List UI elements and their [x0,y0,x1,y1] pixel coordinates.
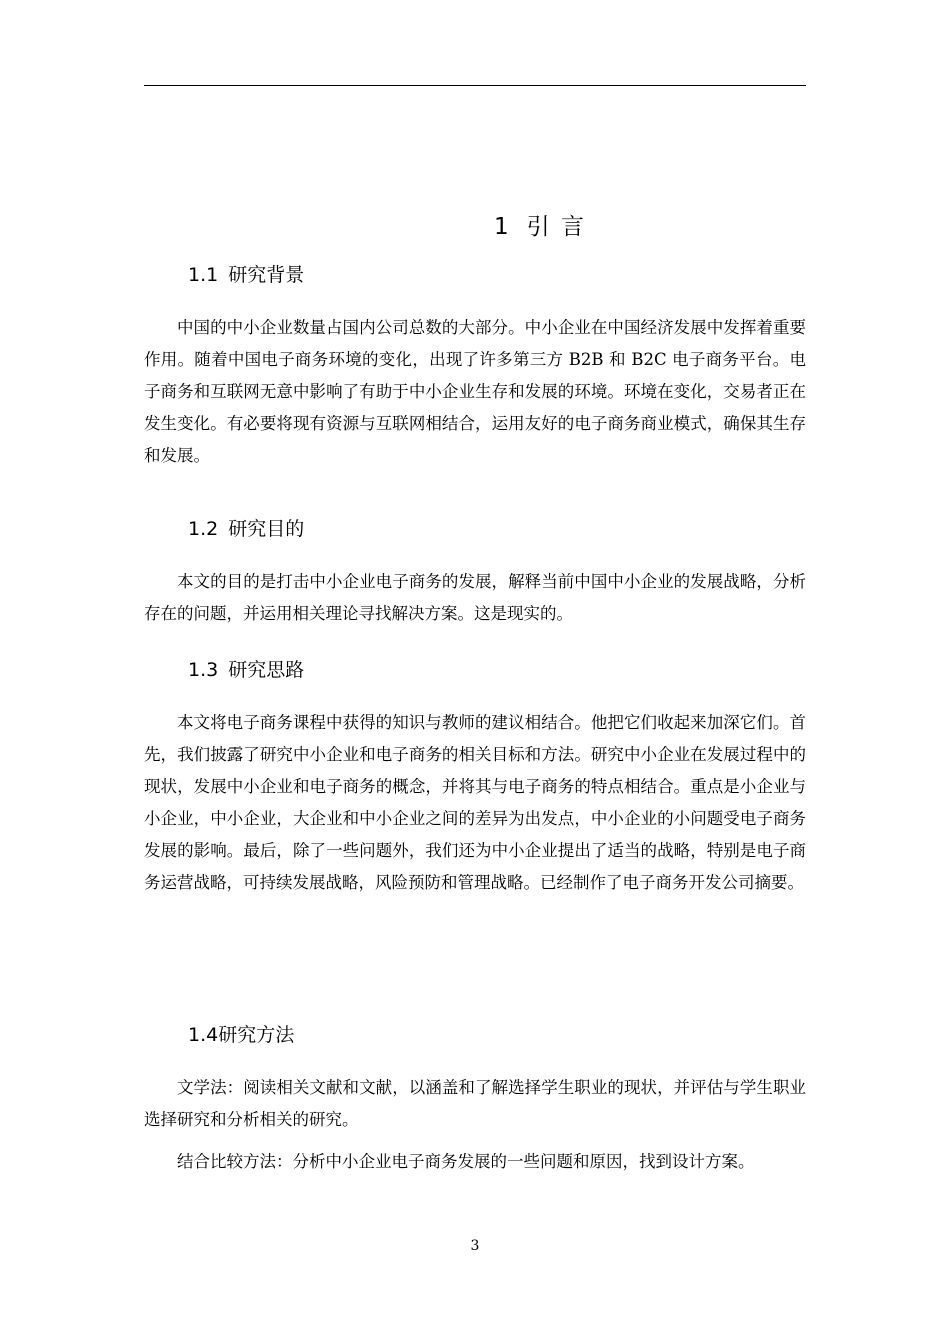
section-heading-1-2 [188,514,304,541]
section-1-4-paragraph-2: 结合比较方法：分析中小企业电子商务发展的一些问题和原因，找到设计方案。 [177,1152,755,1171]
chapter-title [0,208,950,241]
section-heading-1-1 [188,260,304,287]
section-heading-1-4 [188,1020,294,1047]
section-1-3-paragraph: 本文将电子商务课程中获得的知识与教师的建议相结合。他把它们收起来加深它们。首先，我们披露了研究中小企业和电子商务的相关目标和方法。研究中小企业在发展过程中的现状，发展中小企业和电子商务的概念，并将其与电子商务的特点相结合。重点是小企业与小企业，中小企业，大企业和中小企业之间的差异为出发点，中小企业的小问题受电子商务发展的影响。最后，除了一些问题外，我们还为中小企业提出了适当的战略，特别是电子商务运营战略，可持续发展战略，风险预防和管理战略。已经制作了电子商务开发公司摘要。 [144,713,806,892]
section-number: 1.1 [188,264,219,286]
chapter-number: 1 [494,214,511,240]
section-number: 1.2 [188,518,219,540]
page-number: 3 [470,1238,480,1254]
section-title: 研究思路 [228,659,305,681]
section-1-4-paragraph-1: 文学法：阅读相关文献和文献，以涵盖和了解选择学生职业的现状，并评估与学生职业选择研究和分析相关的研究。 [144,1078,806,1129]
section-1-2-paragraph: 本文的目的是打击中小企业电子商务的发展，解释当前中国中小企业的发展战略，分析存在的问题，并运用相关理论寻找解决方案。这是现实的。 [144,572,806,623]
section-title: 研究目的 [228,518,305,540]
section-title: 研究背景 [228,264,305,286]
section-number: 1.3 [188,659,219,681]
header-rule [144,85,806,86]
section-heading-1-3 [188,655,304,682]
section-number: 1.4 [188,1024,219,1046]
section-title: 研究方法 [218,1024,295,1046]
section-1-1-paragraph: 中国的中小企业数量占国内公司总数的大部分。中小企业在中国经济发展中发挥着重要作用。随着中国电子商务环境的变化，出现了许多第三方 B2B 和 B2C 电子商务平台。电子商务和互联网无意中影响了有助于中小企业生存和发展的环境。环境在变化，交易者正在发生变化。有必要将现有资源与互联网相结合，运用友好的电子商务商业模式，确保其生存和发展。 [144,318,806,465]
chapter-title-text: 引 言 [526,214,586,240]
